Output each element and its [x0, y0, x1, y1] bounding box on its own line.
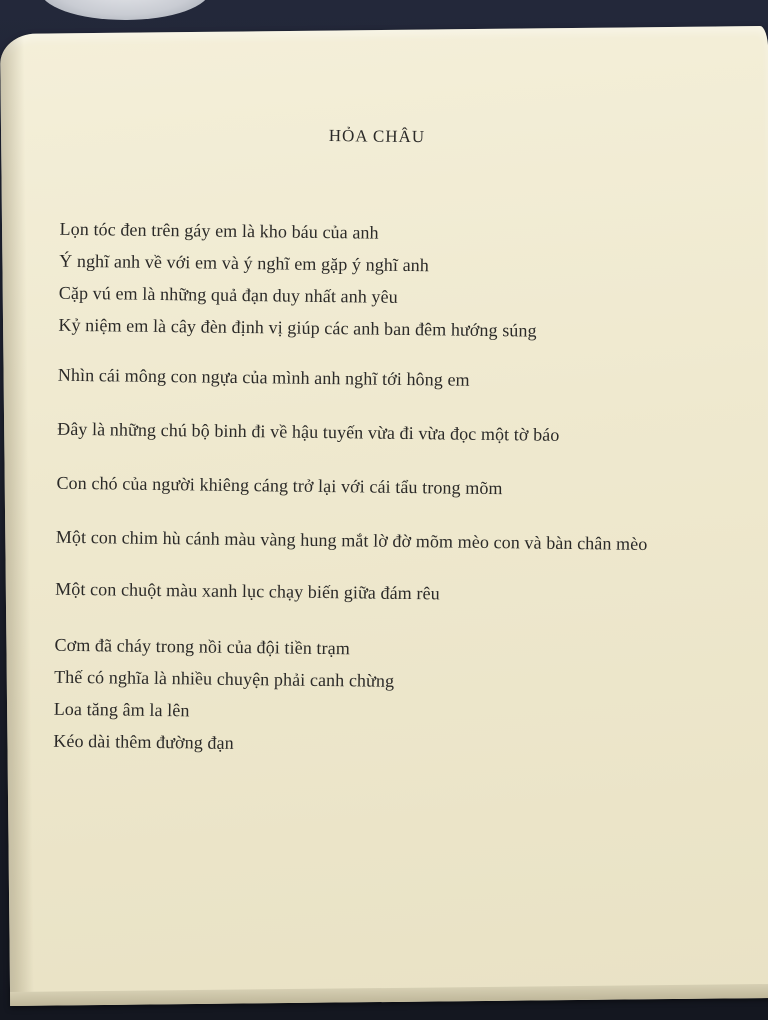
book-page: [0, 26, 768, 1006]
poem-line: Nhìn cái mông con ngựa của mình anh nghĩ tới hông em: [57, 364, 470, 390]
poem-line: Loa tăng âm la lên: [53, 698, 190, 721]
poem-line: Ý nghĩ anh về với em và ý nghĩ em gặp ý nghĩ anh: [59, 250, 430, 276]
poem-line: Kỷ niệm em là cây đèn định vị giúp các anh ban đêm hướng súng: [58, 314, 537, 341]
poem-line: Một con chuột màu xanh lục chạy biến giữa đám rêu: [55, 578, 440, 604]
poem-title: HỎA CHÂU: [328, 126, 426, 147]
poem-line: Con chó của người khiêng cáng trở lại với cái tẩu trong mõm: [56, 472, 503, 499]
poem-line: Cặp vú em là những quả đạn duy nhất anh yêu: [58, 282, 398, 307]
poem-line: Đây là những chú bộ binh đi về hậu tuyến vừa đi vừa đọc một tờ báo: [57, 418, 560, 445]
poem-block: [0, 34, 768, 1006]
poem-line: Lọn tóc đen trên gáy em là kho báu của anh: [59, 218, 379, 243]
poem-line: Thế có nghĩa là nhiều chuyện phải canh chừng: [54, 666, 395, 691]
poem-line: Cơm đã cháy trong nồi của đội tiền trạm: [54, 634, 351, 659]
poem-line: Kéo dài thêm đường đạn: [53, 730, 234, 753]
poem-line: Một con chim hù cánh màu vàng hung mắt lờ đờ mõm mèo con và bàn chân mèo: [55, 526, 648, 554]
